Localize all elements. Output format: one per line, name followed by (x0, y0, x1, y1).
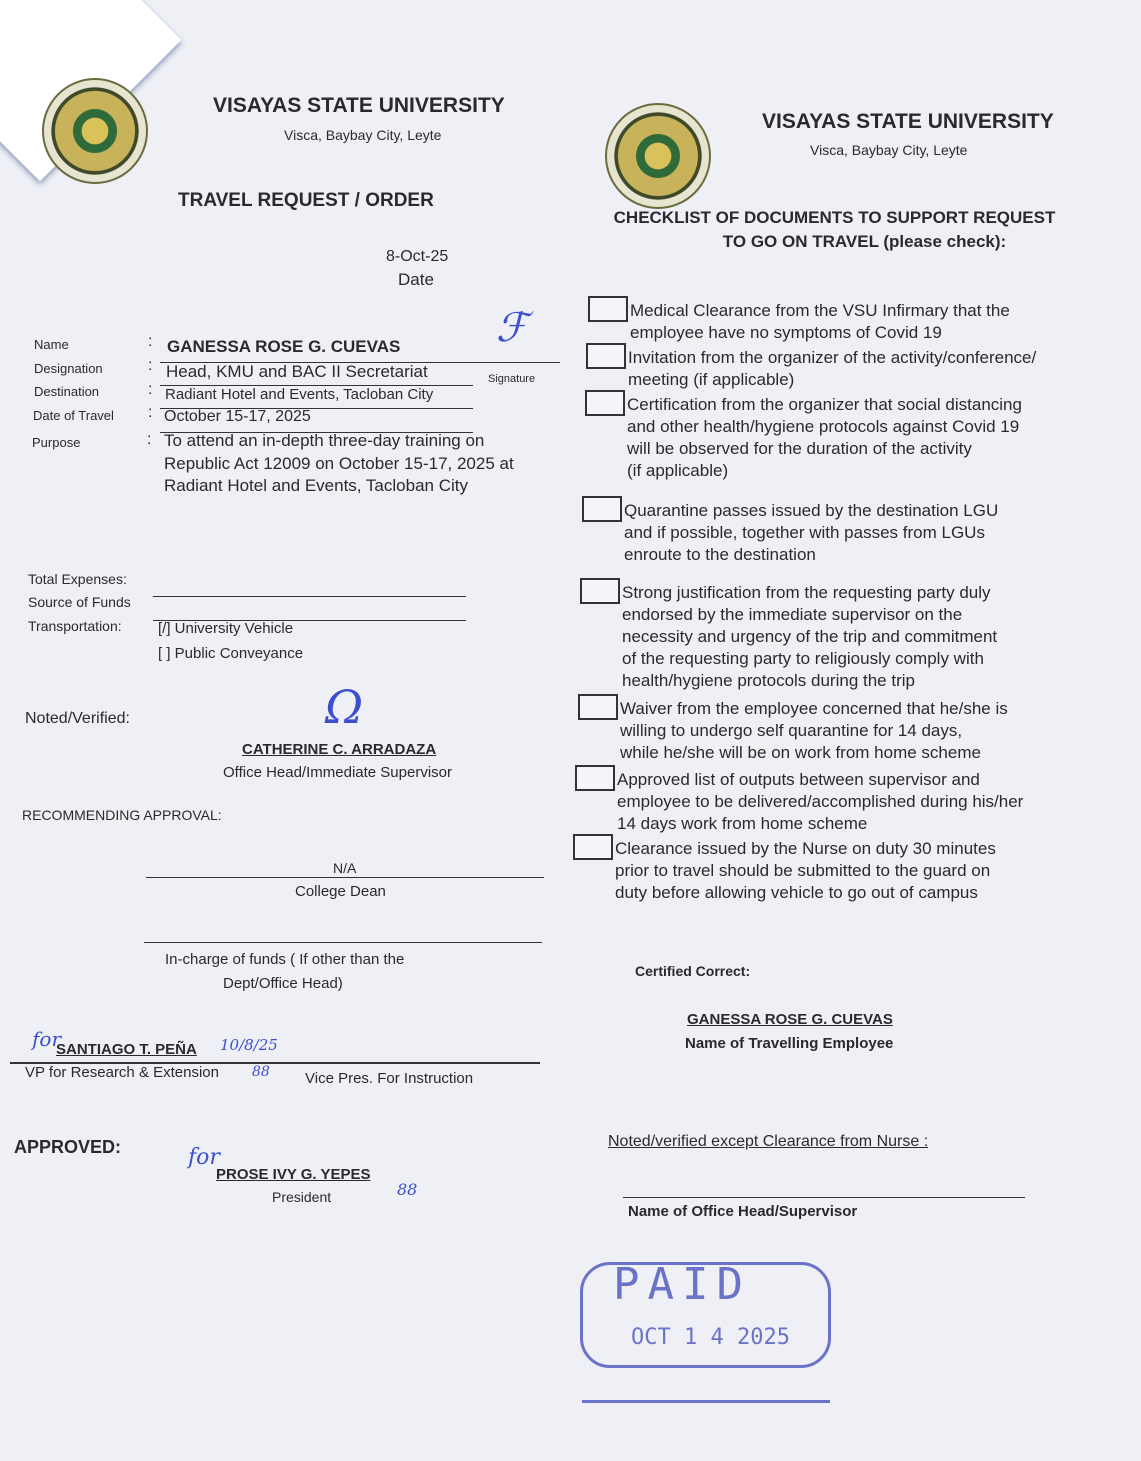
checklist-checkbox[interactable] (573, 834, 613, 860)
noted-verified-label: Noted/Verified: (25, 710, 130, 727)
handwritten-date: 10/8/25 (220, 1036, 278, 1054)
checklist-title-line: CHECKLIST OF DOCUMENTS TO SUPPORT REQUEST (613, 208, 1056, 227)
checklist-checkbox[interactable] (578, 694, 618, 720)
president-initials: 88 (397, 1180, 418, 1199)
checklist-checkbox[interactable] (585, 390, 625, 416)
checklist-item-line: Strong justification from the requesting party duly (622, 583, 991, 602)
colon: : (148, 381, 153, 398)
paid-stamp (580, 1259, 831, 1368)
checklist-item (617, 769, 1023, 835)
checklist-item-line: will be observed for the duration of the activity (627, 439, 972, 458)
colon: : (148, 333, 153, 350)
checklist-item (615, 838, 996, 904)
stamp-underline (582, 1400, 830, 1403)
purpose-line: Republic Act 12009 on October 15-17, 2025 at (164, 453, 514, 473)
president-title: President (272, 1189, 332, 1205)
university-seal-logo-right (605, 103, 711, 209)
purpose-value (164, 430, 514, 498)
incharge-line-1: In-charge of funds ( If other than the (165, 951, 405, 968)
designation-value: Head, KMU and BAC II Secretariat (166, 362, 428, 381)
transport-university-vehicle[interactable]: [/] University Vehicle (158, 620, 294, 637)
handwritten-initials: 88 (252, 1064, 270, 1080)
checklist-item-line: while he/she will be on work from home scheme (620, 743, 981, 762)
checklist-item (624, 500, 998, 566)
university-name: VISAYAS STATE UNIVERSITY (213, 94, 505, 117)
employee-caption: Name of Travelling Employee (685, 1035, 894, 1052)
office-head-caption: Name of Office Head/Supervisor (628, 1203, 858, 1220)
total-expenses-label: Total Expenses: (28, 571, 127, 587)
signature-label: Signature (488, 373, 536, 385)
checklist-item-line: Approved list of outputs between supervisor and (617, 770, 980, 789)
checklist-checkbox[interactable] (575, 765, 615, 791)
checklist-item-line: Medical Clearance from the VSU Infirmary that the (630, 301, 1010, 320)
vp-title: VP for Research & Extension (25, 1064, 219, 1081)
checklist-item-line: (if applicable) (627, 461, 729, 480)
checklist-item-line: Quarantine passes issued by the destination LGU (624, 501, 999, 520)
checklist-item-line: Invitation from the organizer of the activity/conference/ (628, 348, 1037, 367)
transport-public-conveyance[interactable]: [ ] Public Conveyance (158, 645, 304, 662)
checklist-item-line: employee to be delivered/accomplished during his/her (617, 792, 1024, 811)
checklist-item-line: duty before allowing vehicle to go out of campus (615, 883, 978, 902)
university-location: Visca, Baybay City, Leyte (284, 127, 442, 143)
total-expenses-line (153, 596, 466, 597)
vp-instruction-title: Vice Pres. For Instruction (305, 1070, 474, 1087)
approved-label: APPROVED: (14, 1137, 122, 1157)
name-label: Name (34, 337, 69, 352)
checklist-item (630, 300, 1010, 344)
colon: : (147, 431, 152, 448)
checklist-checkbox[interactable] (582, 496, 622, 522)
supervisor-title: Office Head/Immediate Supervisor (223, 764, 452, 781)
checklist-item-line: employee have no symptoms of Covid 19 (630, 323, 942, 342)
date-label: Date (398, 270, 434, 289)
dean-value: N/A (333, 860, 357, 876)
supervisor-signature: Ω (325, 680, 364, 734)
designation-label: Designation (34, 361, 103, 376)
checklist-checkbox[interactable] (586, 343, 626, 369)
checklist-item-line: enroute to the destination (624, 545, 816, 564)
handwritten-for: for (32, 1027, 62, 1051)
noted-except-label: Noted/verified except Clearance from Nurse : (608, 1133, 929, 1150)
university-location-right: Visca, Baybay City, Leyte (810, 142, 968, 158)
recommending-approval-label: RECOMMENDING APPROVAL: (22, 807, 222, 823)
checklist-item (622, 582, 997, 692)
checklist-item (628, 347, 1036, 391)
vp-name: SANTIAGO T. PEÑA (56, 1041, 197, 1058)
checklist-item-line: Waiver from the employee concerned that he/she is (620, 699, 1008, 718)
checklist-item-line: meeting (if applicable) (628, 370, 795, 389)
checklist-item (627, 394, 1022, 482)
name-value: GANESSA ROSE G. CUEVAS (167, 337, 401, 356)
checklist-title-line: TO GO ON TRAVEL (please check): (722, 232, 1007, 251)
destination-label: Destination (34, 384, 100, 399)
checklist-item (620, 698, 1008, 764)
destination-value: Radiant Hotel and Events, Tacloban City (165, 386, 434, 403)
checklist-item-line: Clearance issued by the Nurse on duty 30 minutes (615, 839, 996, 858)
date-of-travel-value: October 15-17, 2025 (164, 408, 311, 425)
incharge-line (144, 942, 542, 943)
checklist-item-line: and if possible, together with passes from LGUs (624, 523, 985, 542)
university-name-right: VISAYAS STATE UNIVERSITY (762, 110, 1054, 133)
incharge-line-2: Dept/Office Head) (223, 975, 343, 992)
stamp-text: PAID (613, 1259, 751, 1310)
purpose-line: To attend an in-depth three-day training on (164, 431, 485, 450)
date-value: 8-Oct-25 (386, 248, 449, 265)
handwritten-for-president: for (188, 1145, 220, 1170)
checklist-item-line: Certification from the organizer that social distancing (627, 395, 1022, 414)
date-of-travel-label: Date of Travel (33, 408, 114, 423)
office-head-line (623, 1197, 1025, 1198)
checklist-item-line: willing to undergo self quarantine for 14 days, (620, 721, 963, 740)
dean-title: College Dean (295, 883, 386, 900)
checklist-item-line: prior to travel should be submitted to the guard on (615, 861, 991, 880)
transportation-label: Transportation: (28, 618, 122, 634)
checklist-item-line: endorsed by the immediate supervisor on the (622, 605, 963, 624)
president-name: PROSE IVY G. YEPES (216, 1166, 371, 1183)
dean-line (146, 877, 544, 878)
supervisor-name: CATHERINE C. ARRADAZA (242, 741, 437, 758)
form-title: TRAVEL REQUEST / ORDER (178, 190, 434, 211)
checklist-item-line: 14 days work from home scheme (617, 814, 868, 833)
university-seal-logo (42, 78, 148, 184)
employee-name: GANESSA ROSE G. CUEVAS (687, 1011, 893, 1028)
checklist-item-line: and other health/hygiene protocols against Covid 19 (627, 417, 1020, 436)
source-of-funds-label: Source of Funds (28, 594, 131, 610)
certified-correct-label: Certified Correct: (635, 963, 751, 979)
colon: : (148, 404, 153, 421)
purpose-label: Purpose (32, 435, 81, 450)
checklist-item-line: necessity and urgency of the trip and commitment (622, 627, 998, 646)
checklist-checkbox[interactable] (588, 296, 628, 322)
stamp-date: OCT 1 4 2025 (631, 1325, 790, 1350)
signature-scribble: ℱ (496, 305, 528, 351)
checklist-title (597, 206, 1072, 254)
checklist-checkbox[interactable] (580, 578, 620, 604)
purpose-line: Radiant Hotel and Events, Tacloban City (164, 476, 468, 495)
checklist-item-line: health/hygiene protocols during the trip (622, 671, 915, 690)
checklist-item-line: of the requesting party to religiously comply with (622, 649, 984, 668)
colon: : (148, 357, 153, 374)
